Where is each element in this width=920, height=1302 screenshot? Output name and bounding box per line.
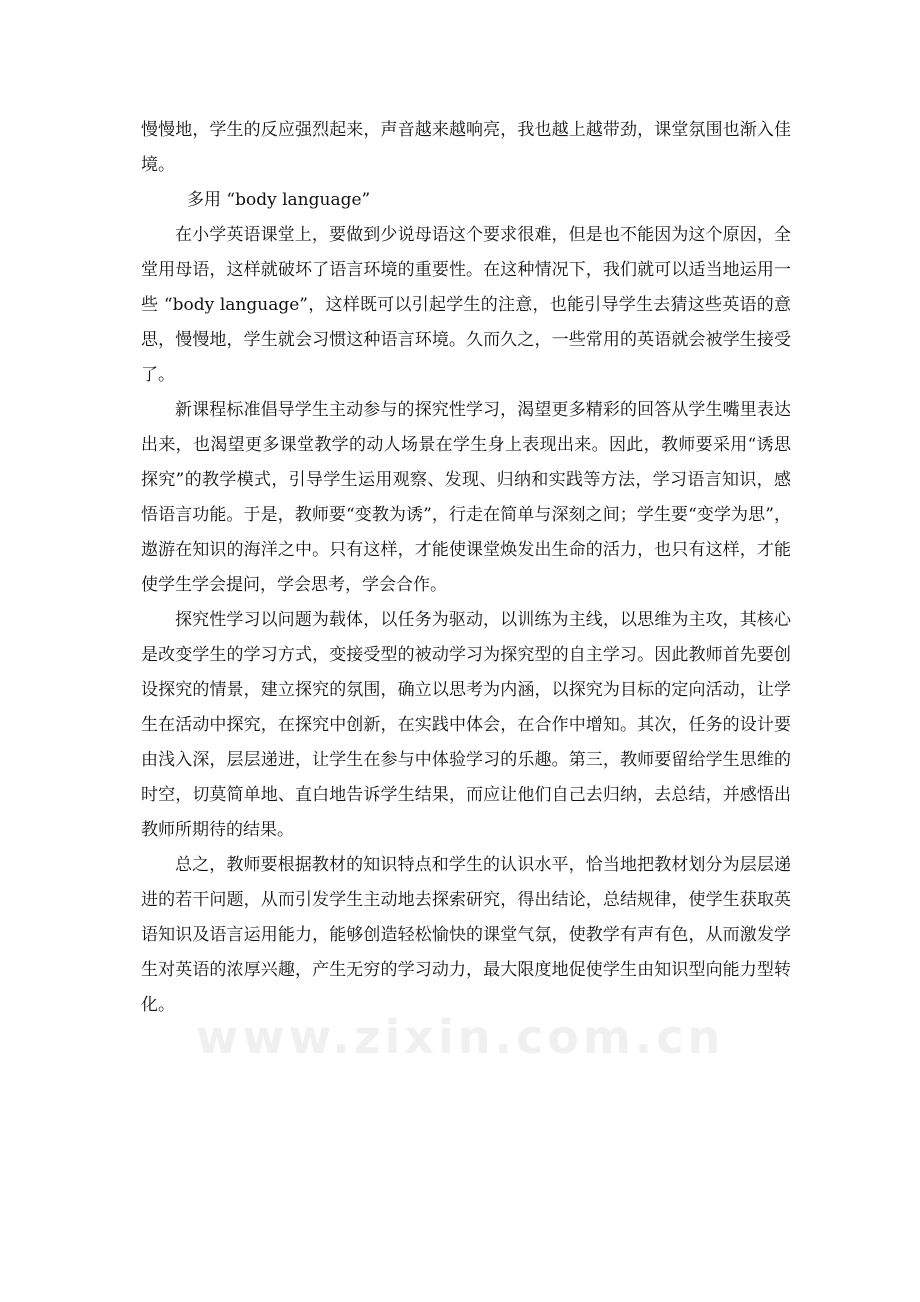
- document-body: [141, 113, 791, 1023]
- section-heading: 多用 “body language”: [187, 190, 371, 210]
- paragraph-conclusion: 总之，教师要根据教材的知识特点和学生的认识水平，恰当地把教材划分为层层递进的若干问题，从而引发学生主动地去探索研究，得出结论，总结规律，使学生获取英语知识及语言运用能力，能够创造轻松愉快的课堂气氛，使教学有声有色，从而激发学生对英语的浓厚兴趣，产生无穷的学习动力，最大限度地促使学生由知识型向能力型转化。: [141, 855, 791, 1015]
- paragraph-continuation: 慢慢地，学生的反应强烈起来，声音越来越响亮，我也越上越带劲，课堂氛围也渐入佳境。: [141, 120, 791, 175]
- paragraph-new-curriculum: 新课程标准倡导学生主动参与的探究性学习，渴望更多精彩的回答从学生嘴里表达出来，也渴望更多课堂教学的动人场景在学生身上表现出来。因此，教师要采用“诱思探究”的教学模式，引导学生运用观察、发现、归纳和实践等方法，学习语言知识，感悟语言功能。于是，教师要“变教为诱”，行走在简单与深刻之间；学生要“变学为思”，遨游在知识的海洋之中。只有这样，才能使课堂焕发出生命的活力，也只有这样，才能使学生学会提问，学会思考，学会合作。: [141, 400, 791, 595]
- paragraph-inquiry-learning: 探究性学习以问题为载体，以任务为驱动，以训练为主线，以思维为主攻，其核心是改变学生的学习方式，变接受型的被动学习为探究型的自主学习。因此教师首先要创设探究的情景，建立探究的氛围，确立以思考为内涵，以探究为目标的定向活动，让学生在活动中探究，在探究中创新，在实践中体会，在合作中增知。其次，任务的设计要由浅入深，层层递进，让学生在参与中体验学习的乐趣。第三，教师要留给学生思维的时空，切莫简单地、直白地告诉学生结果，而应让他们自己去归纳，去总结，并感悟出教师所期待的结果。: [141, 610, 791, 840]
- watermark: www.zixin.com.cn: [195, 1010, 725, 1064]
- paragraph-body-language: 在小学英语课堂上，要做到少说母语这个要求很难，但是也不能因为这个原因，全堂用母语，这样就破坏了语言环境的重要性。在这种情况下，我们就可以适当地运用一些 “body language”，这样既可以引起学生的注意，也能引导学生去猜这些英语的意思，慢慢地，学生就会习惯这种语言环境。久而久之，一些常用的英语就会被学生接受了。: [141, 225, 791, 385]
